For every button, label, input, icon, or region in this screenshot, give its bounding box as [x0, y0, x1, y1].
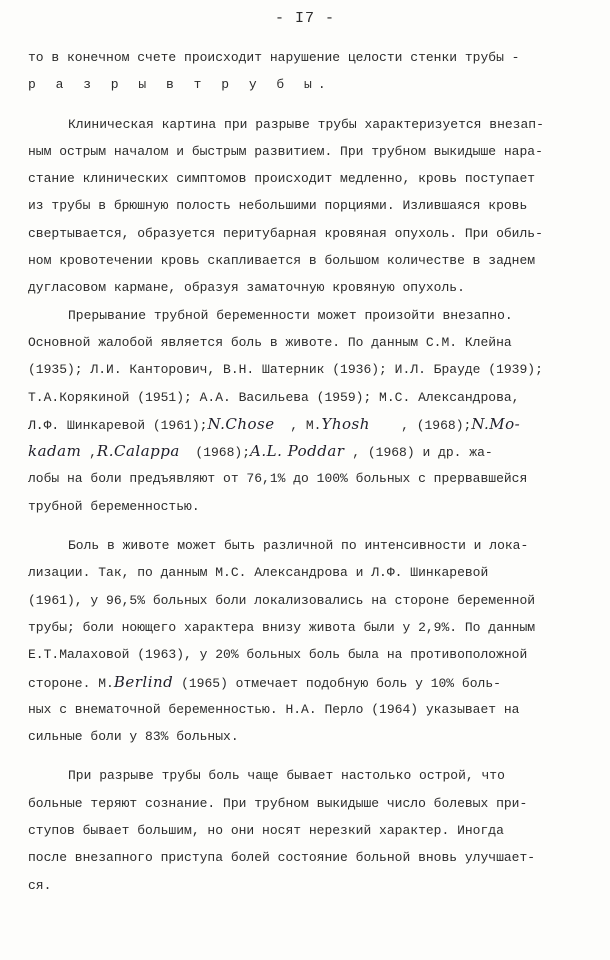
paragraph-4 — [28, 532, 584, 750]
text-line: ным острым началом и быстрым развитием. При трубном выкидыше нара- — [28, 143, 543, 159]
text-line: (1935); Л.И. Канторович, В.Н. Шатерник (1936); И.Л. Брауде (1939); — [28, 362, 543, 378]
text-line: трубы; боли ноющего характера внизу живота были у 2,9%. По данным — [28, 619, 536, 635]
text-line-with-handwriting — [28, 669, 584, 696]
typed-text: (1965) отмечает подобную боль у 10% боль- — [173, 675, 501, 691]
text-line: стание клинических симптомов происходит медленно, кровь поступает — [28, 171, 536, 187]
page-number: - I7 - — [274, 10, 335, 27]
paragraph-2 — [28, 111, 584, 302]
text-line: ся. — [28, 877, 52, 893]
typed-text: , — [81, 445, 97, 461]
text-line: лобы на боли предъявляют от 76,1% до 100% больных с прервавшейся — [28, 471, 528, 487]
text-line: (1961), у 96,5% больных боли локализовались на стороне беременной — [28, 592, 536, 608]
handwritten-name: R.Calappa — [96, 442, 180, 461]
text-line: после внезапного приступа болей состояние больной вновь улучшает- — [28, 850, 536, 866]
text-line: Е.Т.Малаховой (1963), у 20% больных боль была на противоположной — [28, 647, 528, 663]
text-line: Основной жалобой является боль в животе. По данным С.М. Клейна — [28, 334, 512, 350]
text-line: больные теряют сознание. При трубном выкидыше число болевых при- — [28, 795, 528, 811]
document-body — [28, 44, 584, 899]
paragraph-gap — [28, 750, 584, 762]
text-line: из трубы в брюшную полость небольшими порциями. Излившаяся кровь — [28, 198, 528, 214]
text-line: Клиническая картина при разрыве трубы характеризуется внезап- — [68, 116, 544, 132]
text-line: ном кровотечении кровь скапливается в большом количестве в заднем — [28, 253, 536, 269]
text-line: трубной беременностью. — [28, 498, 200, 514]
text-line: При разрыве трубы боль чаще бывает настолько острой, что — [68, 768, 505, 784]
text-line: дугласовом кармане, образуя заматочную кровяную опухоль. — [28, 280, 465, 296]
text-line: лизации. Так, по данным М.С. Александрова и Л.Ф. Шинкаревой — [28, 565, 489, 581]
paragraph-gap — [28, 99, 584, 111]
typed-text: (1968); — [179, 445, 251, 461]
text-line: то в конечном счете происходит нарушение целости стенки трубы - — [28, 50, 520, 65]
paragraph-5 — [28, 762, 584, 898]
handwritten-name: N.Chose — [207, 414, 275, 433]
text-line-spaced: р а з р ы в т р у б ы. — [28, 77, 332, 93]
text-line: ступов бывает большим, но они носят нерезкий характер. Иногда — [28, 823, 504, 839]
text-line: свертывается, образуется перитубарная кровяная опухоль. При обиль- — [28, 225, 543, 241]
text-line: Боль в животе может быть различной по интенсивности и лока- — [68, 538, 529, 554]
handwritten-name: Berlind — [113, 672, 174, 691]
typed-text: Л.Ф. Шинкаревой (1961); — [28, 417, 208, 433]
typed-text: стороне. М. — [28, 675, 114, 691]
paragraph-1 — [28, 44, 584, 99]
text-line-with-handwriting — [28, 411, 584, 438]
typed-text: , (1968) и др. жа- — [344, 445, 493, 461]
handwritten-name: A.L. Poddar — [250, 442, 345, 461]
text-line: Прерывание трубной беременности может произойти внезапно. — [68, 307, 513, 323]
typed-text: , М. — [274, 417, 322, 433]
handwritten-name: N.Mo- — [471, 414, 521, 433]
handwritten-name: Yhosh — [321, 414, 370, 433]
typed-text: , (1968); — [369, 417, 472, 433]
handwritten-name: kadam — [28, 442, 82, 461]
paragraph-gap — [28, 520, 584, 532]
text-line: сильные боли у 83% больных. — [28, 729, 239, 745]
text-line: Т.А.Корякиной (1951); А.А. Васильева (1959); М.С. Александрова, — [28, 389, 520, 405]
text-line: ных с внематочной беременностью. Н.А. Перло (1964) указывает на — [28, 701, 520, 717]
paragraph-3 — [28, 302, 584, 520]
text-line-with-handwriting — [28, 438, 584, 465]
